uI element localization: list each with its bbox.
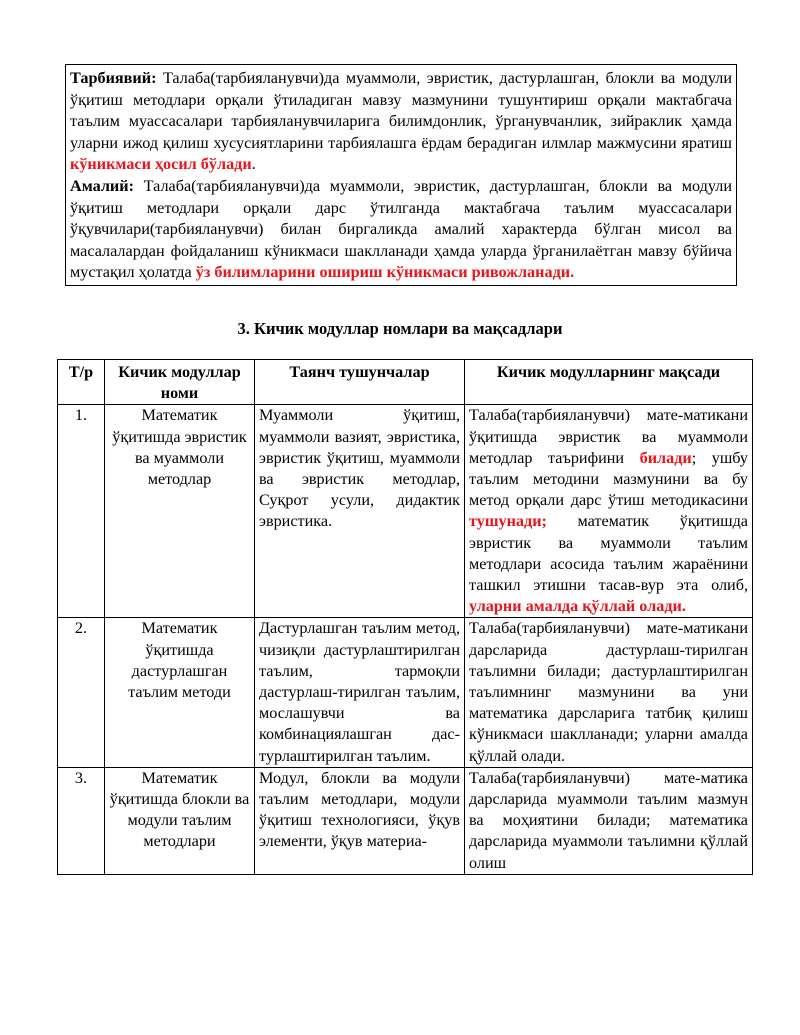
goal-text: ; ушбу таълим методини мазмунини ва бу метод орқали дарс ўтиш методикасини [469, 448, 748, 510]
row-name: Математик ўқитишда блокли ва модули таълим методлари [105, 767, 255, 874]
tarbiyaviy-paragraph [70, 68, 732, 176]
row-goal [465, 405, 753, 618]
section-heading: 3. Кичик модуллар номлари ва мақсадлари [237, 319, 563, 338]
table-row [58, 405, 753, 618]
goal-highlight: уларни амалда қўллай олади. [469, 597, 686, 616]
amaliy-paragraph [70, 176, 732, 284]
goal-highlight: тушунади; [469, 512, 547, 531]
table-row [58, 618, 753, 767]
amaliy-highlight: ўз билимларини ошириш кўникмаси ривожланади. [195, 263, 575, 282]
tarbiyaviy-end: . [251, 155, 256, 174]
tarbiyaviy-text: Талаба(тарбияланувчи)да муаммоли, эвристик, дастурлашган, блокли ва модули ўқитиш методлари орқали ўтиладиган мавзу мазмунини тушунтириш орқали мактабгача таълим муассасалари тарбияланувчиларига билимдонлик, ўрганувчанлик, зийраклик ҳамда уларни ижод қилиш хусусиятларини тарбиялашга ёрдам берадиган илмлар мажмусини яратиш [70, 69, 732, 152]
modules-table [57, 359, 753, 875]
row-num: 2. [58, 618, 105, 767]
goal-text: математик ўқитишда эвристик ва муаммоли таълим методлари асосида таълим жараёнини ташкил этишни тасав-вур эта олиб, [469, 512, 748, 595]
tarbiyaviy-label: Тарбиявий: [70, 69, 157, 87]
table-row [58, 767, 753, 874]
row-name: Математик ўқитишда эвристик ва муаммоли методлар [105, 405, 255, 618]
row-concepts: Дастурлашган таълим метод, чизиқли дастурлаштирилган таълим, тармоқли дастурлаш-тирилган таълим, мослашувчи ва комбинациялашган дас-турлаштирилган таълим. [255, 618, 465, 767]
goal-text: Талаба(тарбияланувчи) мате-матикани ўқитишда эвристик ва муаммоли методлар таърифини [469, 406, 748, 467]
row-goal: Талаба(тарбияланувчи) мате-матикани дарсларида дастурлаш-тирилган таълимни билади; дастурлаштирилган таълимнинг мазмунини ва уни математика дарсларига татбиқ қилиш кўникмаси шаклланади; уларни амалда қўллай олади. [465, 618, 753, 767]
row-num: 1. [58, 405, 105, 618]
amaliy-text: Талаба(тарбияланувчи)да муаммоли, эвристик, дастурлашган, блокли ва модули ўқитиш методлари орқали дарс ўтилганда мактабгача таълим муассасалари ўқувчилари(тарбияланувчи) билан биргаликда амалий характерда бўлган мисол ва масалалардан фойдаланиш кўникмаси шаклланади ҳамда уларда ўрганилаётган мавзу бўйича мустақил ҳолатда [70, 176, 732, 282]
row-name: Математик ўқитишда дастурлашган таълим методи [105, 618, 255, 767]
row-num: 3. [58, 767, 105, 874]
header-concepts: Таянч тушунчалар [255, 360, 465, 405]
row-goal: Талаба(тарбияланувчи) мате-матика дарсларида муаммоли таълим мазмун ва моҳиятини билади; математика дарсларида муаммоли таълимни қўллай олиш [465, 767, 753, 874]
goal-highlight: билади [639, 448, 692, 467]
tarbiyaviy-highlight: кўникмаси ҳосил бўлади [70, 155, 252, 174]
row-concepts: Муаммоли ўқитиш, муаммоли вазият, эвристика, эвристик ўқитиш, муаммоли ва эвристик методлар, Суқрот усули, дидактик эвристика. [255, 405, 465, 618]
page-bottom-margin [0, 932, 800, 1035]
table-header-row [58, 360, 753, 405]
header-name: Кичик модуллар номи [105, 360, 255, 405]
amaliy-label: Амалий: [70, 176, 134, 195]
header-num: Т/р [58, 360, 105, 405]
goals-box [65, 64, 737, 286]
header-goal: Кичик модулларнинг мақсади [465, 360, 753, 405]
row-concepts: Модул, блокли ва модули таълим методлари, модули ўқитиш технологияси, ўқув элементи, ўқув материа- [255, 767, 465, 874]
